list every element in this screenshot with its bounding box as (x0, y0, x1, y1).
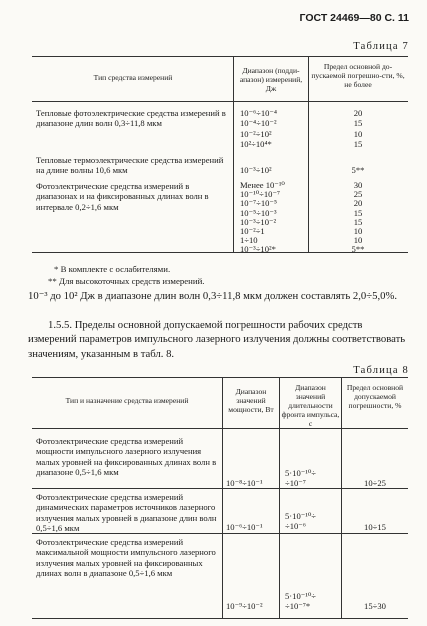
table-7-col-divider-1 (233, 56, 234, 252)
table-7-row-2-error: 5** (351, 165, 365, 175)
table-7-row-1-error: 20 15 10 15 (353, 108, 363, 150)
table-8-header-col-4: Предел основной допускаемой погрешности, % (346, 383, 404, 410)
table-8-caption: Таблица 8 (353, 365, 409, 376)
table-8-header-col-3: Диапазон значений длительности фронта импульса, с (281, 383, 340, 428)
table-7-top-rule (32, 56, 408, 57)
table-8-row-1-error: 10÷25 (364, 478, 386, 488)
table-8-row-1-power: 10⁻⁸÷10⁻¹ (226, 478, 263, 488)
table-8-row-rule-1 (32, 488, 408, 489)
table-8-col-divider-3 (341, 377, 342, 618)
table-8-row-2-error: 10÷15 (364, 522, 386, 532)
table-8-row-1-duration: 5·10⁻¹⁰÷ ÷10⁻⁷ (285, 468, 317, 488)
table-8-top-rule (32, 377, 408, 378)
paragraph-continuation: 10⁻³ до 10² Дж в диапазоне длин волн 0,3÷11,8 мкм должен составлять 2,0÷5,0%. (28, 290, 398, 302)
footnote-2: ** Для высокоточных средств измерений. (48, 276, 205, 286)
table-8-row-rule-2 (32, 533, 408, 534)
table-7-bottom-rule (32, 252, 408, 253)
table-7-col-divider-2 (308, 56, 309, 252)
table-8-row-1-name: Фотоэлектрические средства измерений мощности импульсного лазерного излучения малых уровней на фиксированных длинах волн в диапазоне 0,5÷1,6 мкм (36, 436, 217, 478)
table-8-row-2-power: 10⁻⁶÷10⁻¹ (226, 522, 263, 532)
table-8-bottom-rule (32, 618, 408, 619)
table-8-col-divider-1 (222, 377, 223, 618)
table-8-header-col-1: Тип и назначение средства измерений (65, 396, 189, 405)
table-8-header-col-2: Диапазон значений мощности, Вт (228, 387, 274, 414)
table-8-row-3-power: 10⁻⁹÷10⁻² (226, 601, 263, 611)
table-7-row-1-range: 10⁻⁶÷10⁻⁴ 10⁻⁴÷10⁻² 10⁻²÷10² 10²÷10⁴* (240, 108, 277, 150)
table-7-row-1-name: Тепловые фотоэлектрические средства измерений в диапазоне длин волн 0,3÷11,8 мкм (36, 108, 226, 129)
table-8-row-3-name: Фотоэлектрические средства измерений максимальной мощности импульсного лазерного излучения малых уровней на фиксированных длинах волн в диапазоне 0,5÷1,6 мкм (36, 537, 216, 579)
table-7-row-3-name: Фотоэлектрические средства измерений в диапазонах и на фиксированных длинах волн в интервале 0,2÷1,6 мкм (36, 181, 209, 212)
table-7-row-2-range: 10⁻³÷10² (240, 165, 272, 175)
table-8-row-3-duration: 5·10⁻¹⁰÷ ÷10⁻⁷* (285, 591, 317, 611)
table-7-row-2-name: Тепловые термоэлектрические средства измерений на длине волны 10,6 мкм (36, 155, 224, 176)
table-7-header-col-2: Диапазон (подди-апазон) измерений, Дж (239, 66, 303, 93)
table-7-header-rule (32, 101, 408, 102)
page-header: ГОСТ 24469—80 С. 11 (299, 12, 409, 24)
table-8-col-divider-2 (279, 377, 280, 618)
table-7-header-col-1: Тип средства измерений (93, 73, 173, 82)
table-7-row-3-error: 30 25 20 15 15 10 10 5** (351, 180, 365, 255)
table-8-row-2-name: Фотоэлектрические средства измерений динамических параметров источников лазерного излучения малых уровней в диапазоне длин волн 0,5÷1,6 мкм (36, 492, 217, 534)
paragraph-1-5-5: 1.5.5. Пределы основной допускаемой погрешности рабочих средств измерений параметров импульсного лазерного излучения должны соответствовать значениям, указанным в табл. 8. (28, 319, 406, 360)
table-8-header-rule (32, 428, 408, 429)
footnote-1: * В комплекте с ослабителями. (54, 264, 171, 274)
table-8-row-3-error: 15÷30 (364, 601, 386, 611)
table-7-header-col-3: Предел основной до-пускаемой погрешно-сти, %, не более (311, 62, 405, 89)
table-7-row-3-range: Менее 10⁻¹⁰ 10⁻¹⁰÷10⁻⁷ 10⁻⁷÷10⁻⁵ 10⁻⁵÷10⁻³ 10⁻³÷10⁻² 10⁻²÷1 1÷10 10⁻³÷10²* (240, 180, 285, 255)
table-7-caption: Таблица 7 (353, 41, 409, 52)
table-8-row-2-duration: 5·10⁻¹⁰÷ ÷10⁻⁶ (285, 511, 317, 531)
